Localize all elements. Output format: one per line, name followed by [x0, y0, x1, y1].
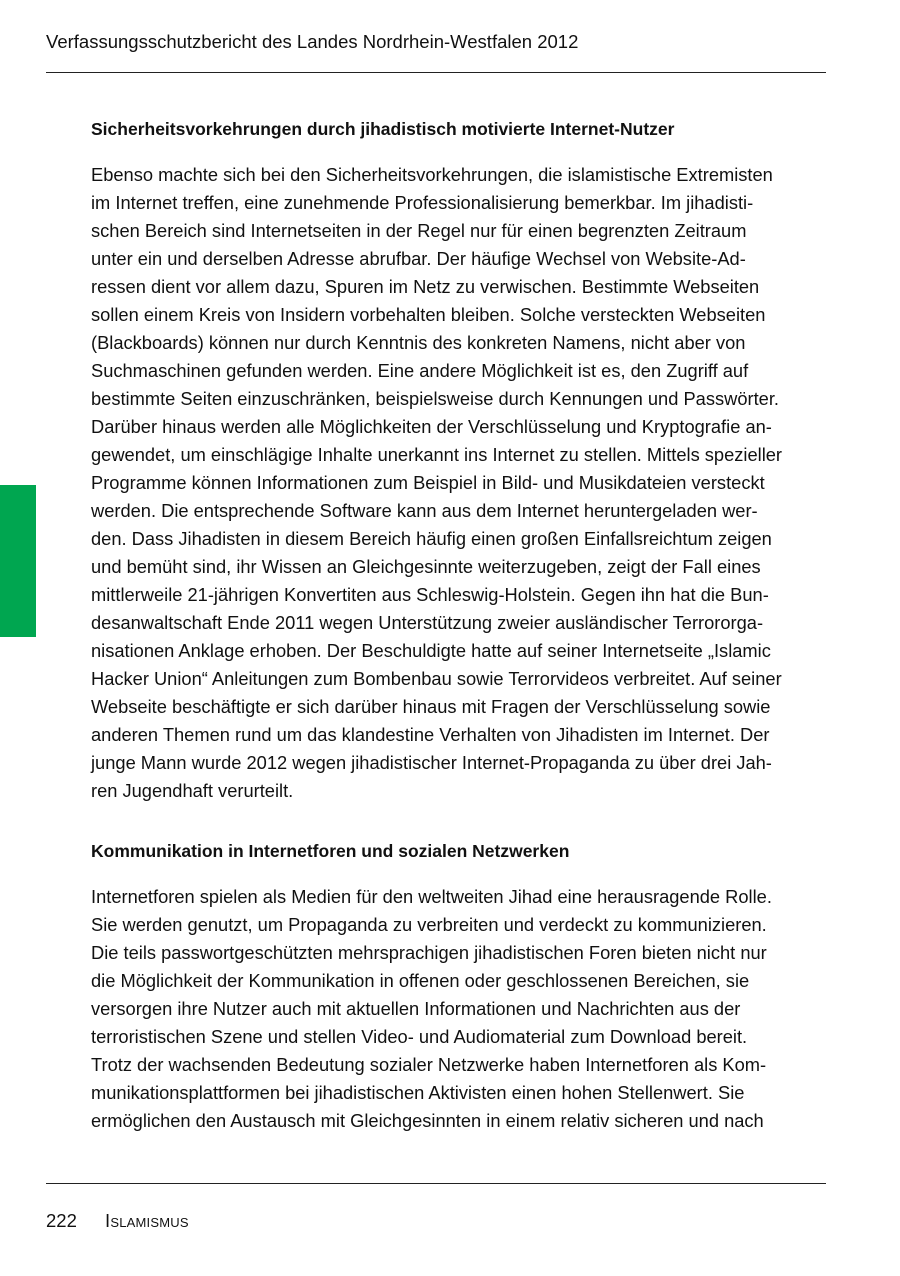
text-line: werden. Die entsprechende Software kann aus dem Internet heruntergeladen wer-	[91, 500, 758, 521]
text-line: ermöglichen den Austausch mit Gleichgesinnten in einem relativ sicheren und nach	[91, 1110, 764, 1131]
page-number: 222	[46, 1210, 77, 1231]
text-line: Trotz der wachsenden Bedeutung sozialer Netzwerke haben Internetforen als Kom-	[91, 1054, 767, 1075]
text-line: junge Mann wurde 2012 wegen jihadistischer Internet-Propaganda zu über drei Jah-	[91, 752, 772, 773]
footer-section-name: Islamismus	[105, 1210, 189, 1231]
text-line: munikationsplattformen bei jihadistischen Aktivisten einen hohen Stellenwert. Sie	[91, 1082, 745, 1103]
section-heading-security: Sicherheitsvorkehrungen durch jihadistisch motivierte Internet-Nutzer	[91, 119, 675, 139]
text-line: Darüber hinaus werden alle Möglichkeiten der Verschlüsselung und Kryptografie an-	[91, 416, 772, 437]
text-line: mittlerweile 21-jährigen Konvertiten aus Schleswig-Holstein. Gegen ihn hat die Bun-	[91, 584, 769, 605]
text-line: desanwaltschaft Ende 2011 wegen Unterstützung zweier ausländischer Terrororga-	[91, 612, 764, 633]
text-line: Hacker Union“ Anleitungen zum Bombenbau sowie Terrorvideos verbreitet. Auf seiner	[91, 668, 782, 689]
text-line: den. Dass Jihadisten in diesem Bereich häufig einen großen Einfallsreichtum zeigen	[91, 528, 772, 549]
text-line: ressen dient vor allem dazu, Spuren im Netz zu verwischen. Bestimmte Webseiten	[91, 276, 760, 297]
text-line: Webseite beschäftigte er sich darüber hinaus mit Fragen der Verschlüsselung sowie	[91, 696, 771, 717]
text-line: und bemüht sind, ihr Wissen an Gleichgesinnte weiterzugeben, zeigt der Fall eines	[91, 556, 761, 577]
footer-rule	[46, 1183, 826, 1184]
text-line: sollen einem Kreis von Insidern vorbehalten bleiben. Solche versteckten Webseiten	[91, 304, 766, 325]
text-line: schen Bereich sind Internetseiten in der Regel nur für einen begrenzten Zeitraum	[91, 220, 747, 241]
text-line: die Möglichkeit der Kommunikation in offenen oder geschlossenen Bereichen, sie	[91, 970, 750, 991]
text-line: Suchmaschinen gefunden werden. Eine andere Möglichkeit ist es, den Zugriff auf	[91, 360, 749, 381]
text-line: terroristischen Szene und stellen Video- und Audiomaterial zum Download bereit.	[91, 1026, 748, 1047]
text-line: Die teils passwortgeschützten mehrsprachigen jihadistischen Foren bieten nicht nur	[91, 942, 767, 963]
text-line: Programme können Informationen zum Beispiel in Bild- und Musikdateien versteckt	[91, 472, 765, 493]
text-line: ren Jugendhaft verurteilt.	[91, 780, 294, 801]
header-rule	[46, 72, 826, 73]
text-line: nisationen Anklage erhoben. Der Beschuldigte hatte auf seiner Internetseite „Islamic	[91, 640, 771, 661]
paragraph-communication	[91, 883, 772, 1135]
text-line: Sie werden genutzt, um Propaganda zu verbreiten und verdeckt zu kommunizieren.	[91, 914, 767, 935]
text-line: Internetforen spielen als Medien für den weltweiten Jihad eine herausragende Rolle.	[91, 886, 772, 907]
section-heading-communication: Kommunikation in Internetforen und sozialen Netzwerken	[91, 841, 570, 861]
text-line: bestimmte Seiten einzuschränken, beispielsweise durch Kennungen und Passwörter.	[91, 388, 779, 409]
text-line: anderen Themen rund um das klandestine Verhalten von Jihadisten im Internet. Der	[91, 724, 770, 745]
text-line: Ebenso machte sich bei den Sicherheitsvorkehrungen, die islamistische Extremisten	[91, 164, 773, 185]
text-line: gewendet, um einschlägige Inhalte unerkannt ins Internet zu stellen. Mittels spezieller	[91, 444, 783, 465]
paragraph-security	[91, 161, 782, 805]
text-line: (Blackboards) können nur durch Kenntnis des konkreten Namens, nicht aber von	[91, 332, 746, 353]
text-line: unter ein und derselben Adresse abrufbar. Der häufige Wechsel von Website-Ad-	[91, 248, 746, 269]
text-line: im Internet treffen, eine zunehmende Professionalisierung bemerkbar. Im jihadisti-	[91, 192, 754, 213]
chapter-side-tab	[0, 485, 36, 637]
text-line: versorgen ihre Nutzer auch mit aktuellen Informationen und Nachrichten aus der	[91, 998, 741, 1019]
running-header: Verfassungsschutzbericht des Landes Nordrhein-Westfalen 2012	[46, 31, 579, 52]
